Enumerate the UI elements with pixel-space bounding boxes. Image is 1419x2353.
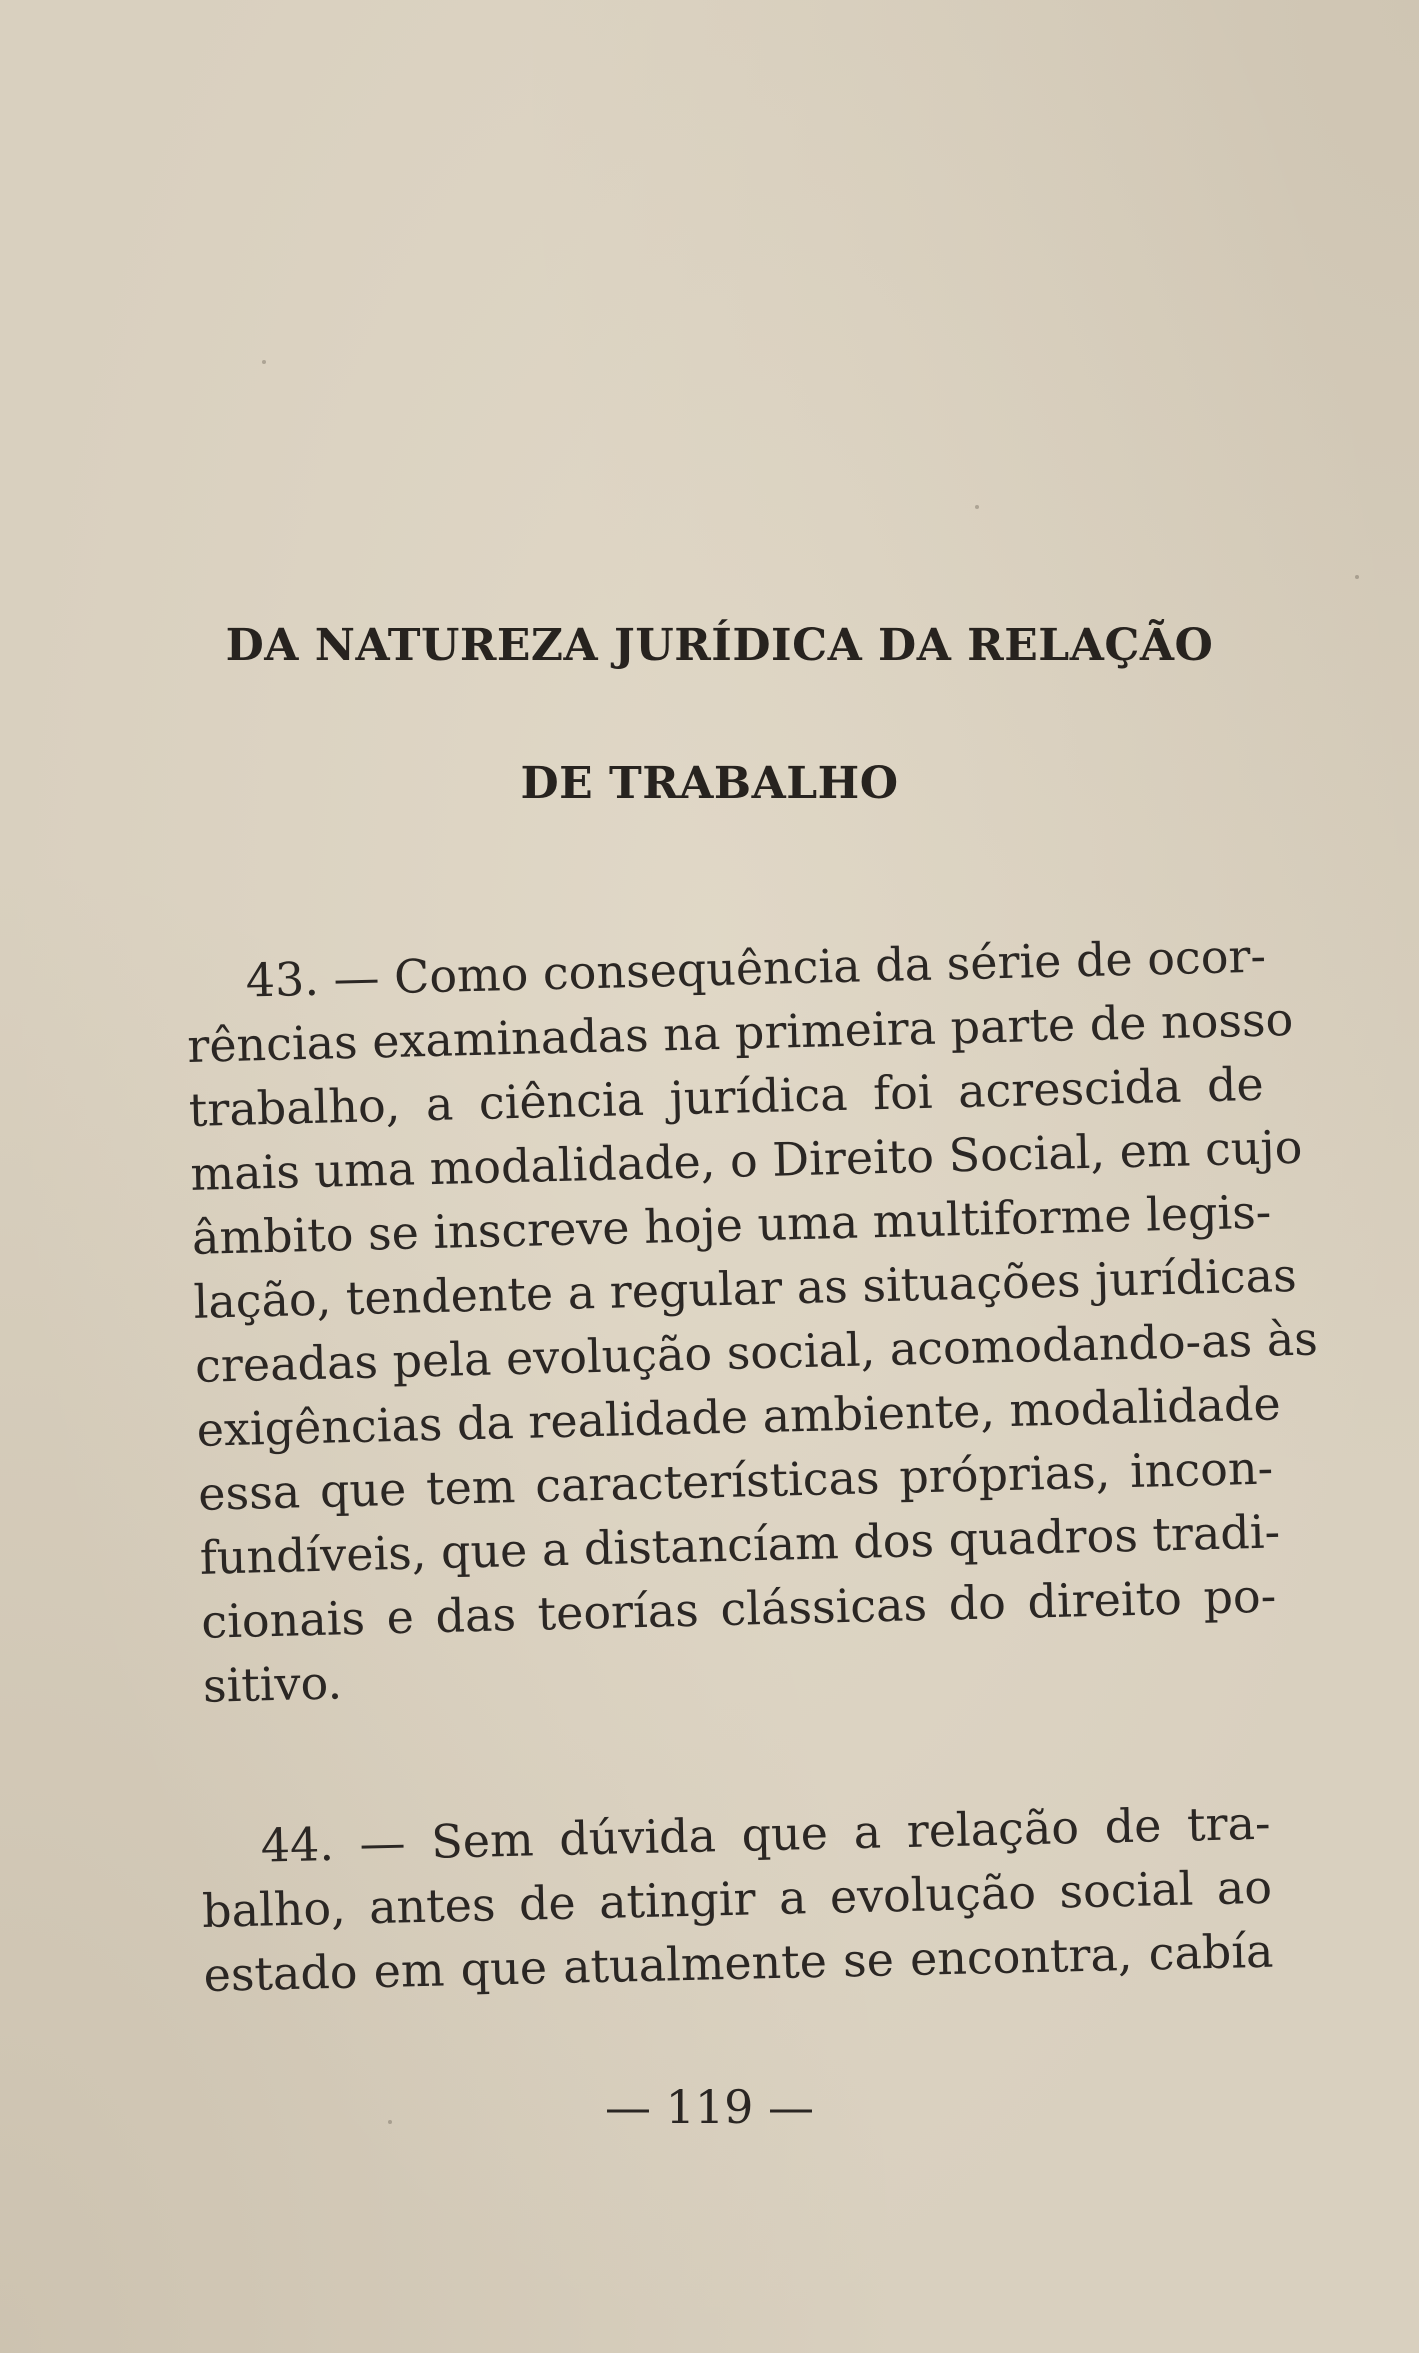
chapter-title-line-1: DA NATUREZA JURÍDICA DA RELAÇÃO: [225, 620, 1214, 671]
paragraph-43: [185, 924, 1319, 1718]
text-line: fundíveis, que a distancíam dos quadros tradi-: [199, 1504, 1281, 1585]
text-line: creadas pela evolução social, acomodando-as às: [194, 1311, 1319, 1393]
paragraph-44: [200, 1791, 1274, 2007]
text-line: mais uma modalidade, o Direito Social, em cujo: [189, 1119, 1303, 1201]
paper-speck: [262, 360, 266, 364]
text-line: trabalho, a ciência jurídica foi acrescida de: [188, 1056, 1265, 1137]
paper-speck: [388, 2120, 392, 2124]
text-line: balho, antes de atingir a evolução social ao: [201, 1859, 1273, 1938]
paper-speck: [1355, 575, 1359, 579]
text-line: exigências da realidade ambiente, modalidade: [196, 1376, 1282, 1457]
text-line: lação, tendente a regular as situações jurídicas: [192, 1247, 1298, 1329]
paper-speck: [975, 505, 979, 509]
text-line: sitivo.: [202, 1655, 343, 1713]
text-line: estado em que atualmente se encontra, cabía: [203, 1923, 1274, 2002]
text-line: âmbito se inscreve hoje uma multiforme legis-: [191, 1184, 1272, 1265]
page-number: — 119 —: [604, 2080, 815, 2134]
text-line: cionais e das teorías clássicas do direito po-: [200, 1568, 1277, 1649]
text-line: 43. — Como consequência da série de ocor-: [245, 928, 1267, 1008]
text-line: essa que tem características próprias, incon-: [197, 1440, 1274, 1521]
text-line: rências examinadas na primeira parte de nosso: [186, 991, 1294, 1073]
text-line: 44. — Sem dúvida que a relação de tra-: [260, 1795, 1272, 1873]
chapter-title-line-2: DE TRABALHO: [520, 758, 899, 809]
